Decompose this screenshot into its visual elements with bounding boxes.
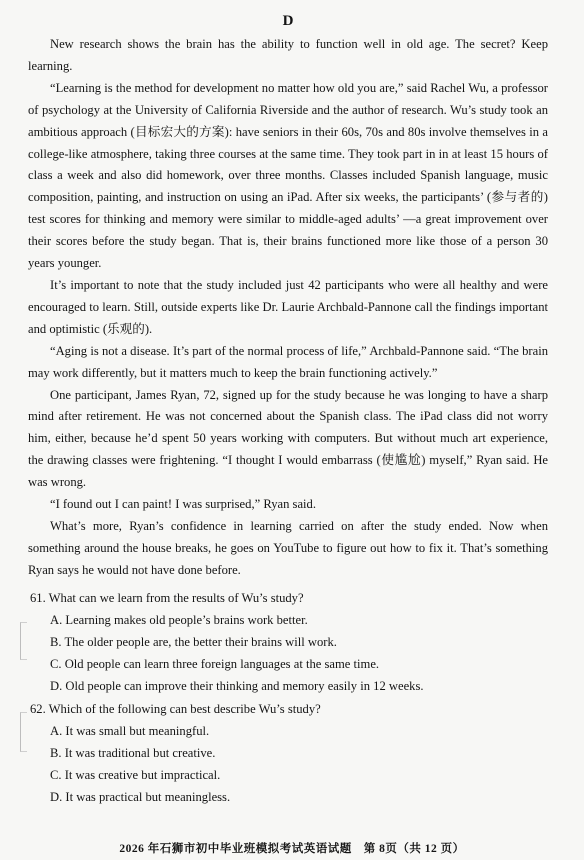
question-stem: 61. What can we learn from the results of Wu’s study? [30, 590, 304, 605]
answer-option[interactable]: A. Learning makes old people’s brains work better. [50, 612, 308, 627]
passage-paragraph: One participant, James Ryan, 72, signed up for the study because he was longing to have a sharp mind after retirement. He was not concerned about the Spanish class. The iPad class did not worry him, either, because he’d spent 50 years working with computers. But without much art experience, the drawing classes were frightening. “I thought I would embarrass (使尴尬) myself,” Ryan said. He was wrong. [28, 387, 548, 490]
question-stem: 62. Which of the following can best describe Wu’s study? [30, 701, 321, 716]
reading-passage [28, 34, 548, 582]
answer-option[interactable]: C. Old people can learn three foreign languages at the same time. [50, 657, 380, 672]
answer-option[interactable]: B. It was traditional but creative. [50, 746, 216, 761]
answer-option[interactable]: A. It was small but meaningful. [50, 723, 210, 738]
passage-paragraph: What’s more, Ryan’s confidence in learning carried on after the study ended. Now when something around the house breaks, he goes on YouTube to figure out how to fix it. That’s something Ryan says he would not have done before. [28, 518, 548, 577]
answer-option[interactable]: D. Old people can improve their thinking and memory easily in 12 weeks. [50, 679, 424, 694]
passage-paragraph: “Learning is the method for development no matter how old you are,” said Rachel Wu, a professor of psychology at the University of California Riverside and the author of research. Wu’s study took an ambitious approach (目标宏大的方案): have seniors in their 60s, 70s and 80s involve themselves in a college-like atmosphere, taking three courses at the same time. They took part in in at least 15 hours of class a week and also did homework, over three months. Classes included Spanish language, music composition, painting, and instruction on using an iPad. After six weeks, the participants’ (参与者的) test scores for thinking and memory were similar to middle-aged adults’ —a great improvement over their scores before the study began. That is, their brains functioned more like those of a person 30 years younger. [28, 80, 548, 271]
passage-paragraph: It’s important to note that the study included just 42 participants who were all healthy and were encouraged to learn. Still, outside experts like Dr. Laurie Archbald-Pannone call the findings important and optimistic (乐观的). [28, 277, 548, 336]
passage-paragraph: “I found out I can paint! I was surprised,” Ryan said. [50, 497, 316, 512]
answer-option[interactable]: D. It was practical but meaningless. [50, 790, 231, 805]
margin-bracket-mark [20, 622, 27, 660]
question-list [28, 587, 548, 809]
answer-option[interactable]: B. The older people are, the better their brains will work. [50, 635, 337, 650]
question-61 [28, 587, 548, 698]
passage-paragraph: New research shows the brain has the ability to function well in old age. The secret? Keep learning. [28, 37, 548, 73]
passage-paragraph: “Aging is not a disease. It’s part of the normal process of life,” Archbald-Pannone said. “The brain may work differently, but it matters much to keep the brain functioning actively.” [28, 343, 548, 380]
answer-option[interactable]: C. It was creative but impractical. [50, 768, 221, 783]
question-62 [28, 698, 548, 809]
margin-bracket-mark [20, 712, 27, 752]
page-footer: 2026 年石狮市初中毕业班模拟考试英语试题 第 8页（共 12 页） [119, 843, 465, 855]
section-heading: D [282, 13, 294, 29]
